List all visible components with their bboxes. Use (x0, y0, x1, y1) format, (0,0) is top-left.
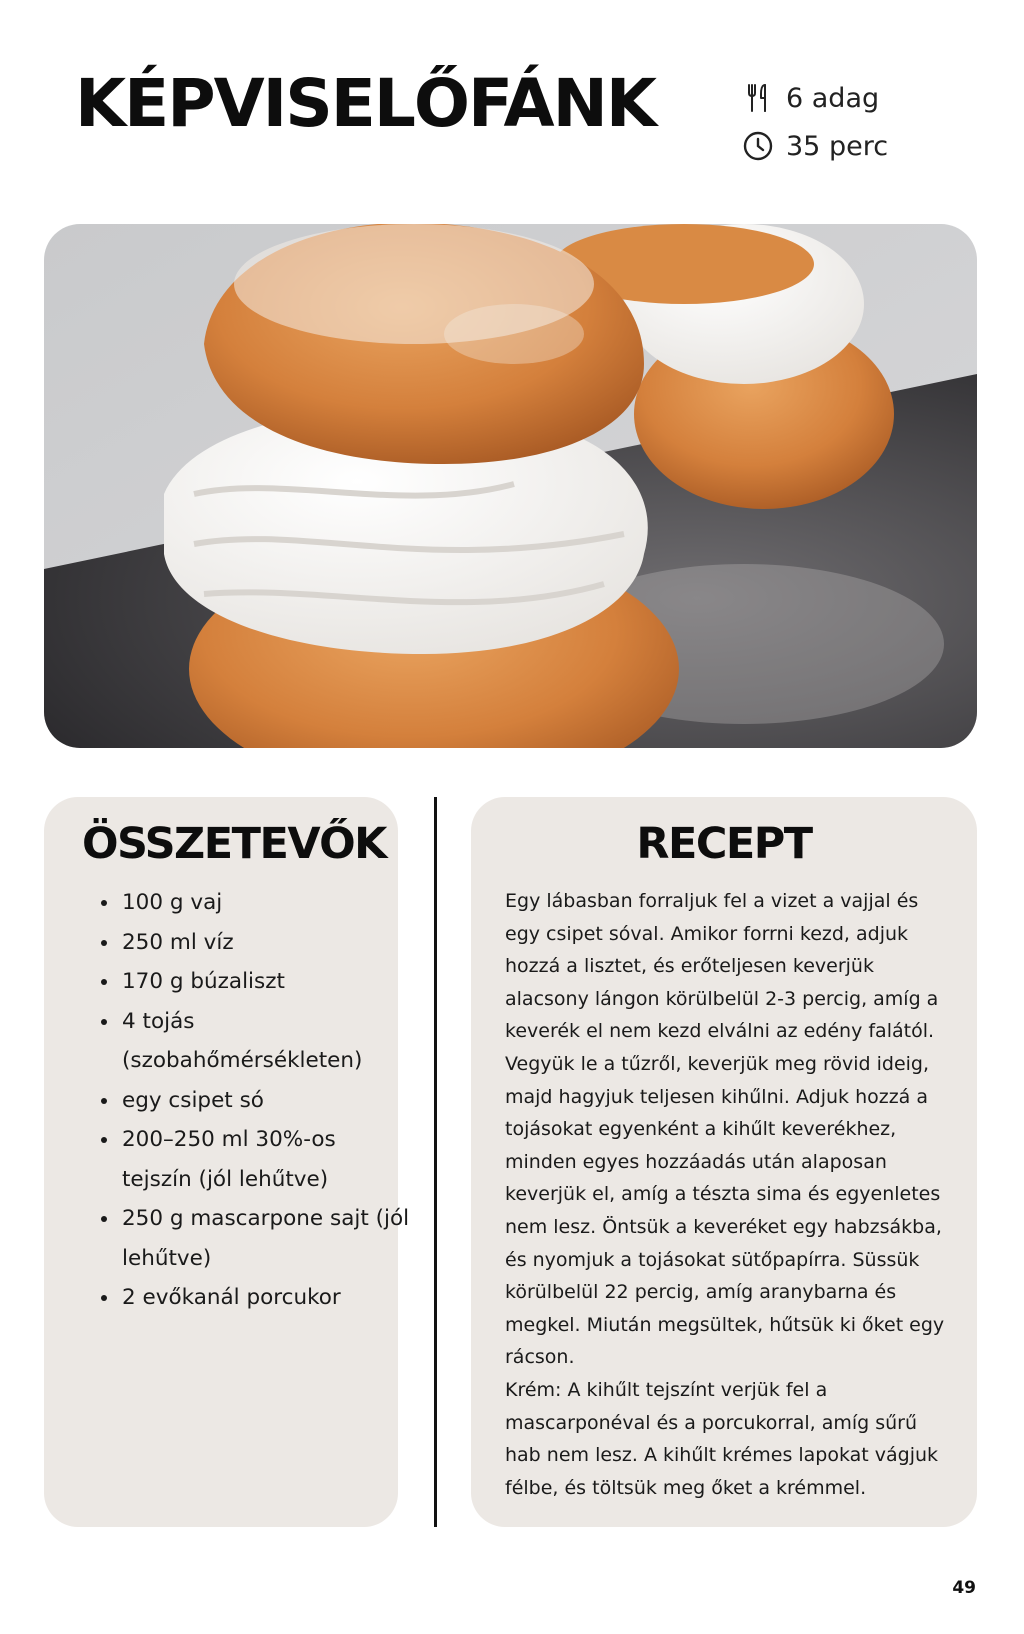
servings-text: 6 adag (786, 82, 880, 114)
ingredient-item: • 100 g vaj (120, 883, 410, 923)
page-number: 49 (952, 1578, 976, 1598)
ingredients-list (82, 883, 410, 1318)
cream-puff-photo (44, 224, 977, 748)
ingredient-item: • 200–250 ml 30%-os tejszín (jól lehűtve) (120, 1120, 410, 1199)
recipe-instructions (505, 885, 955, 1504)
ingredient-item: • 170 g búzaliszt (120, 962, 410, 1002)
servings-row (742, 74, 888, 122)
ingredients-card (44, 797, 410, 1527)
clock-icon (742, 130, 786, 162)
recipe-meta (742, 74, 888, 170)
fork-knife-icon (742, 82, 786, 114)
time-text: 35 perc (786, 130, 889, 162)
recipe-title: KÉPVISELŐFÁNK (75, 65, 655, 142)
ingredient-item: • 250 g mascarpone sajt (jól lehűtve) (120, 1199, 410, 1278)
recipe-card (471, 797, 977, 1527)
ingredient-item: • 250 ml víz (120, 923, 410, 963)
ingredient-item: • 4 tojás (szobahőmérsékleten) (120, 1002, 410, 1081)
time-row (742, 122, 888, 170)
recipe-heading: RECEPT (636, 819, 812, 869)
recipe-paragraph: Krém: A kihűlt tejszínt verjük fel a mascarponéval és a porcukorral, amíg sűrű hab nem lesz. A kihűlt krémes lapokat vágjuk félbe, és töltsük meg őket a krémmel. (505, 1378, 939, 1499)
ingredient-item: • 2 evőkanál porcukor (120, 1278, 410, 1318)
ingredients-heading: ÖSSZETEVŐK (82, 819, 386, 869)
ingredient-item: • egy csipet só (120, 1081, 410, 1121)
recipe-paragraph: Egy lábasban forraljuk fel a vizet a vajjal és egy csipet sóval. Amikor forrni kezd, adjuk hozzá a lisztet, és erőteljesen keverjük alacsony lángon körülbelül 2-3 percig, amíg a keverék el nem kezd elválni az edény falától. Vegyük le a tűzről, keverjük meg rövid ideig, majd hagyjuk teljesen kihűlni. Adjuk hozzá a tojásokat egyenként a kihűlt keverékhez, minden egyes hozzáadás után alaposan keverjük el, amíg a tészta sima és egyenletes nem lesz. Öntsük a keveréket egy habzsákba, és nyomjuk a tojásokat sütőpapírra. Süssük körülbelül 22 percig, amíg aranybarna és megkel. Miután megsültek, hűtsük ki őket egy rácson. (505, 890, 945, 1369)
column-divider (434, 797, 437, 1527)
